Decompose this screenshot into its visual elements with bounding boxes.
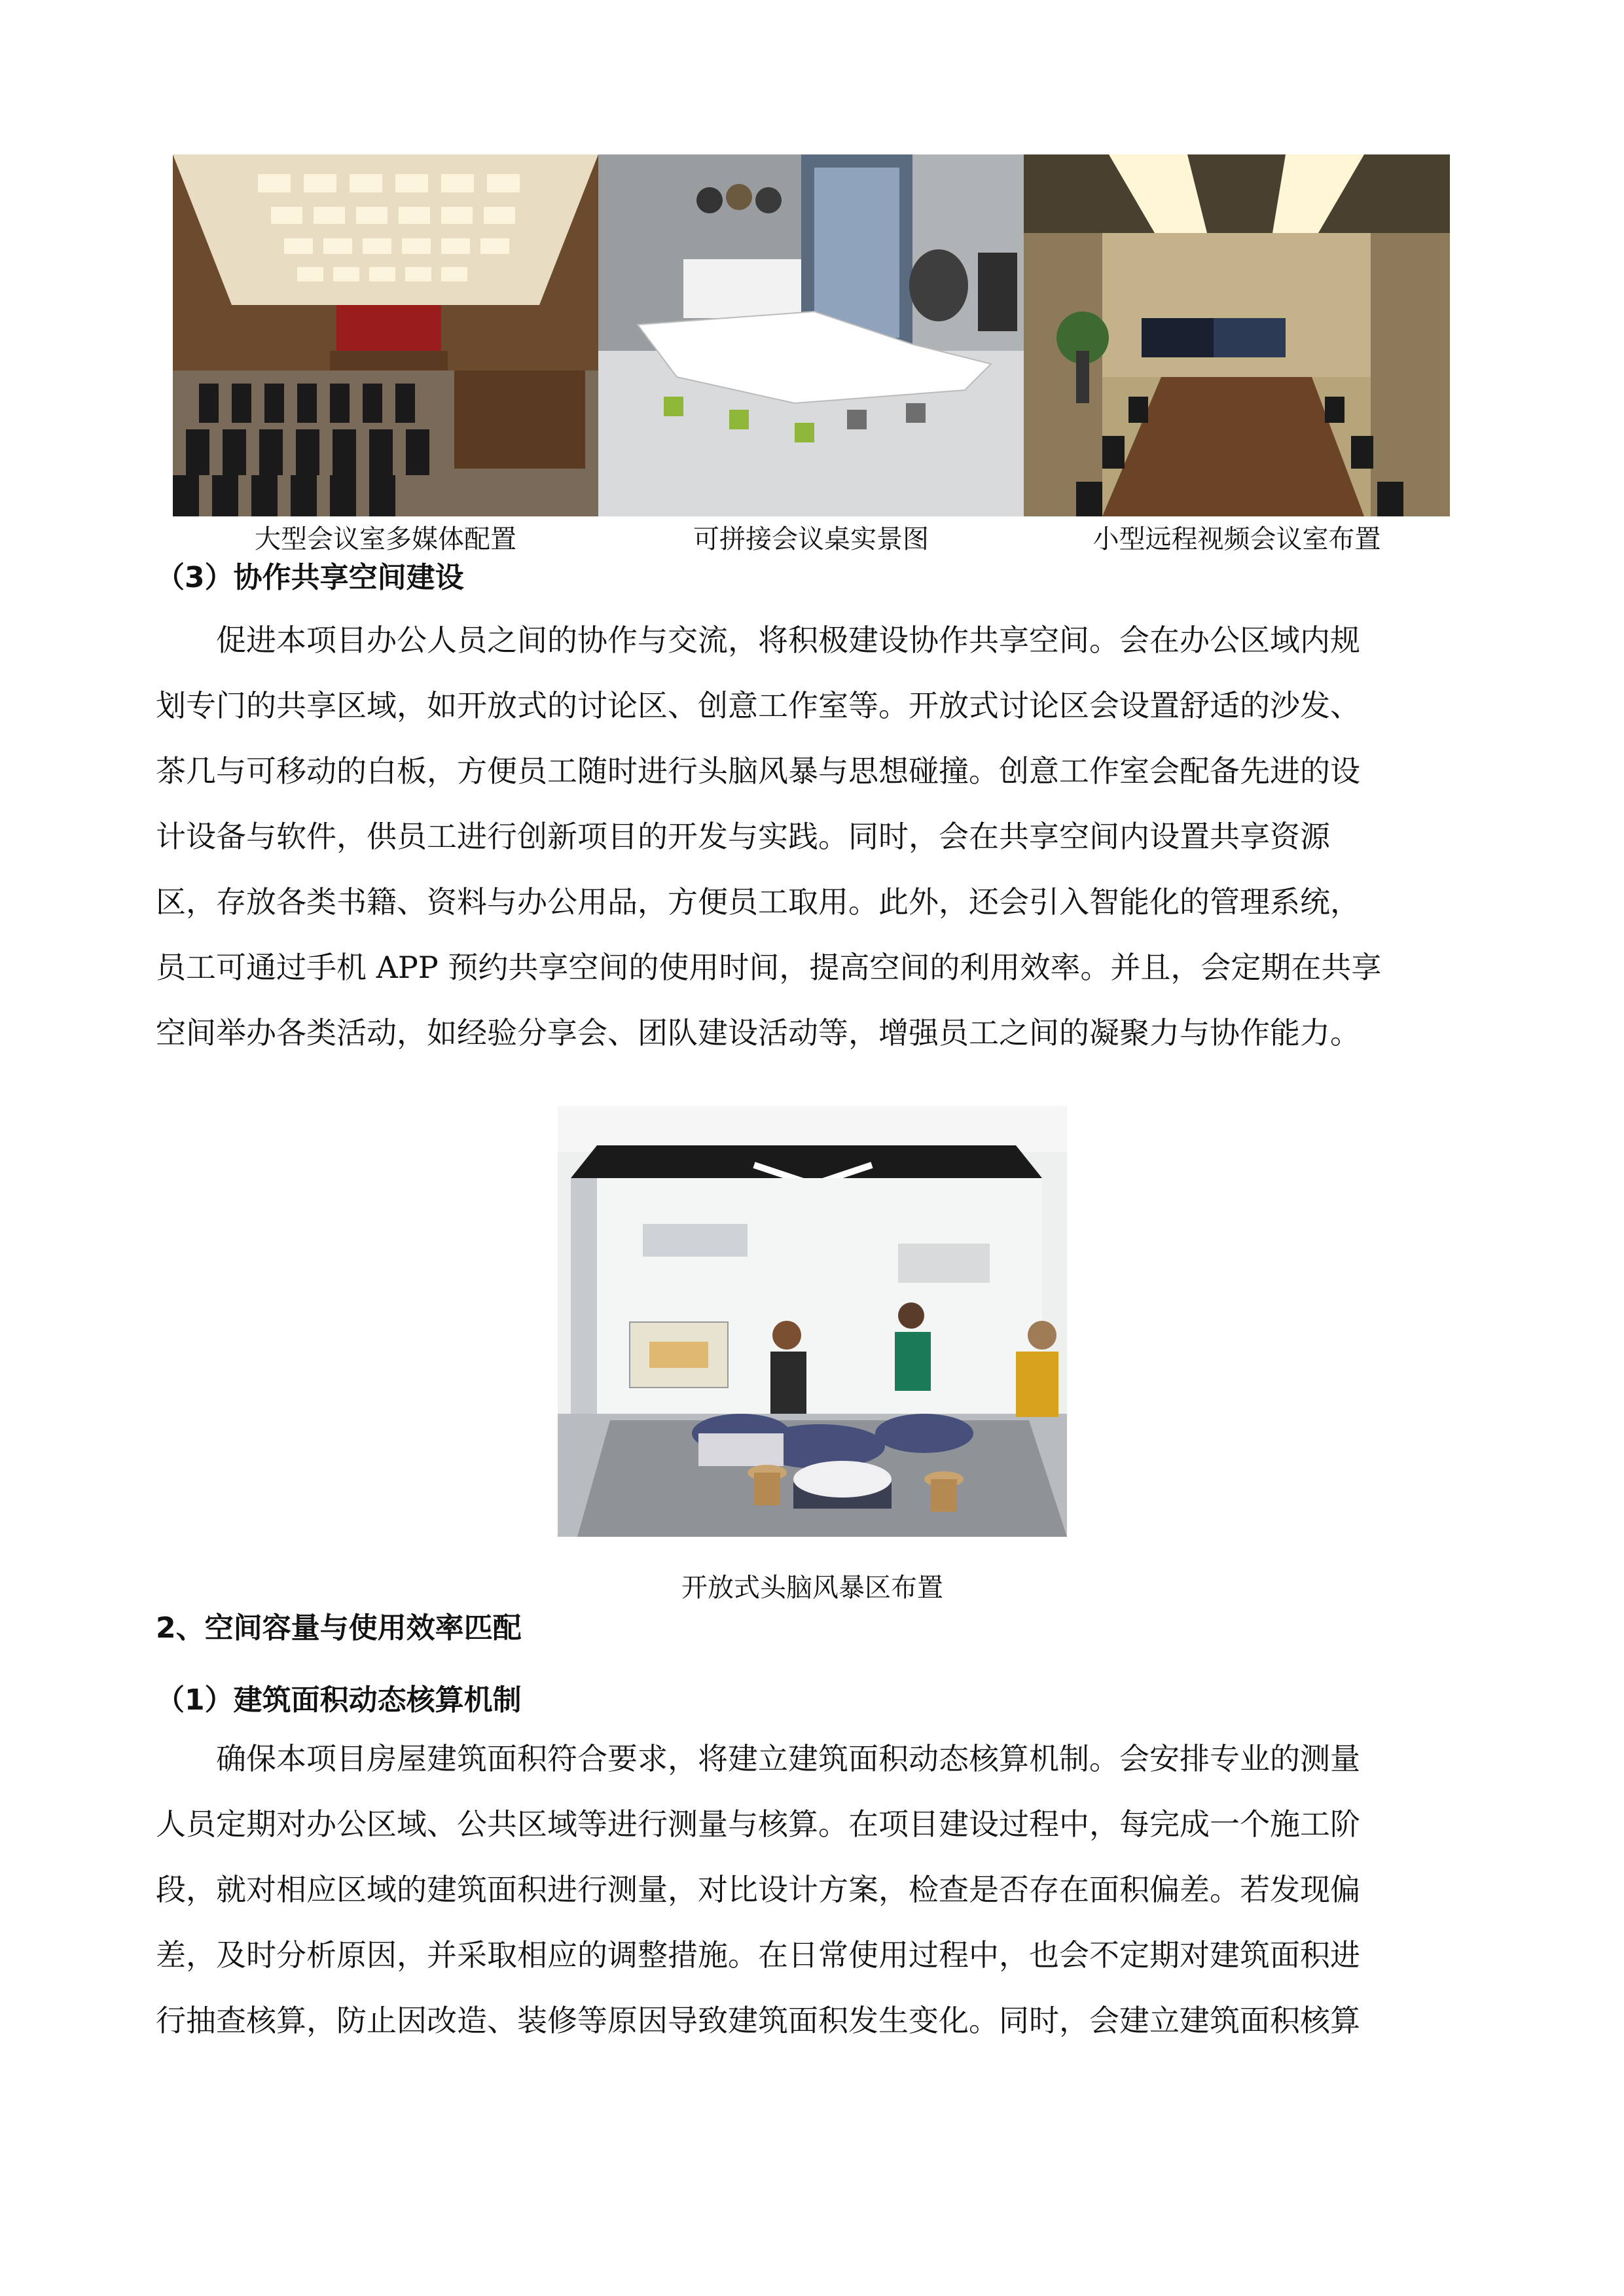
paragraph-line: 划专门的共享区域，如开放式的讨论区、创意工作室等。开放式讨论区会设置舒适的沙发、 — [156, 688, 1360, 723]
paragraph-collaboration-space — [156, 607, 1468, 1066]
paragraph-line: 区，存放各类书籍、资料与办公用品，方便员工取用。此外，还会引入智能化的管理系统， — [156, 884, 1360, 920]
figure-caption: 大型会议室多媒体配置 — [255, 524, 516, 554]
figure-caption: 开放式头脑风暴区布置 — [681, 1573, 943, 1603]
paragraph-line: 确保本项目房屋建筑面积符合要求，将建立建筑面积动态核算机制。会安排专业的测量 — [216, 1741, 1360, 1776]
paragraph-line: 促进本项目办公人员之间的协作与交流，将积极建设协作共享空间。会在办公区域内规 — [216, 622, 1360, 658]
paragraph-line: 计设备与软件，供员工进行创新项目的开发与实践。同时，会在共享空间内设置共享资源 — [156, 819, 1330, 854]
paragraph-line: 茶几与可移动的白板，方便员工随时进行头脑风暴与思想碰撞。创意工作室会配备先进的设 — [156, 753, 1360, 789]
paragraph-line: 员工可通过手机 APP 预约共享空间的使用时间，提高空间的利用效率。并且，会定期在共享 — [156, 950, 1382, 985]
photo-large-conference-room — [173, 154, 598, 516]
section-heading: 2、空间容量与使用效率匹配 — [156, 1611, 522, 1645]
photo-modular-conference-table — [598, 154, 1024, 516]
figure-caption: 可拼接会议桌实景图 — [693, 524, 929, 554]
subsection-heading: （1）建筑面积动态核算机制 — [156, 1683, 522, 1717]
photo-video-conference-room — [1024, 154, 1450, 516]
paragraph-line: 人员定期对办公区域、公共区域等进行测量与核算。在项目建设过程中，每完成一个施工阶 — [156, 1806, 1360, 1842]
paragraph-area-accounting — [156, 1726, 1468, 2053]
paragraph-line: 行抽查核算，防止因改造、装修等原因导致建筑面积发生变化。同时，会建立建筑面积核算 — [156, 2003, 1360, 2038]
figure-caption: 小型远程视频会议室布置 — [1092, 524, 1381, 554]
paragraph-line: 段，就对相应区域的建筑面积进行测量，对比设计方案，检查是否存在面积偏差。若发现偏 — [156, 1872, 1360, 1907]
paragraph-line: 空间举办各类活动，如经验分享会、团队建设活动等，增强员工之间的凝聚力与协作能力。 — [156, 1015, 1360, 1050]
paragraph-line: 差，及时分析原因，并采取相应的调整措施。在日常使用过程中，也会不定期对建筑面积进 — [156, 1937, 1360, 1973]
photo-brainstorm-area — [558, 1106, 1067, 1537]
section-heading: （3）协作共享空间建设 — [156, 561, 464, 594]
